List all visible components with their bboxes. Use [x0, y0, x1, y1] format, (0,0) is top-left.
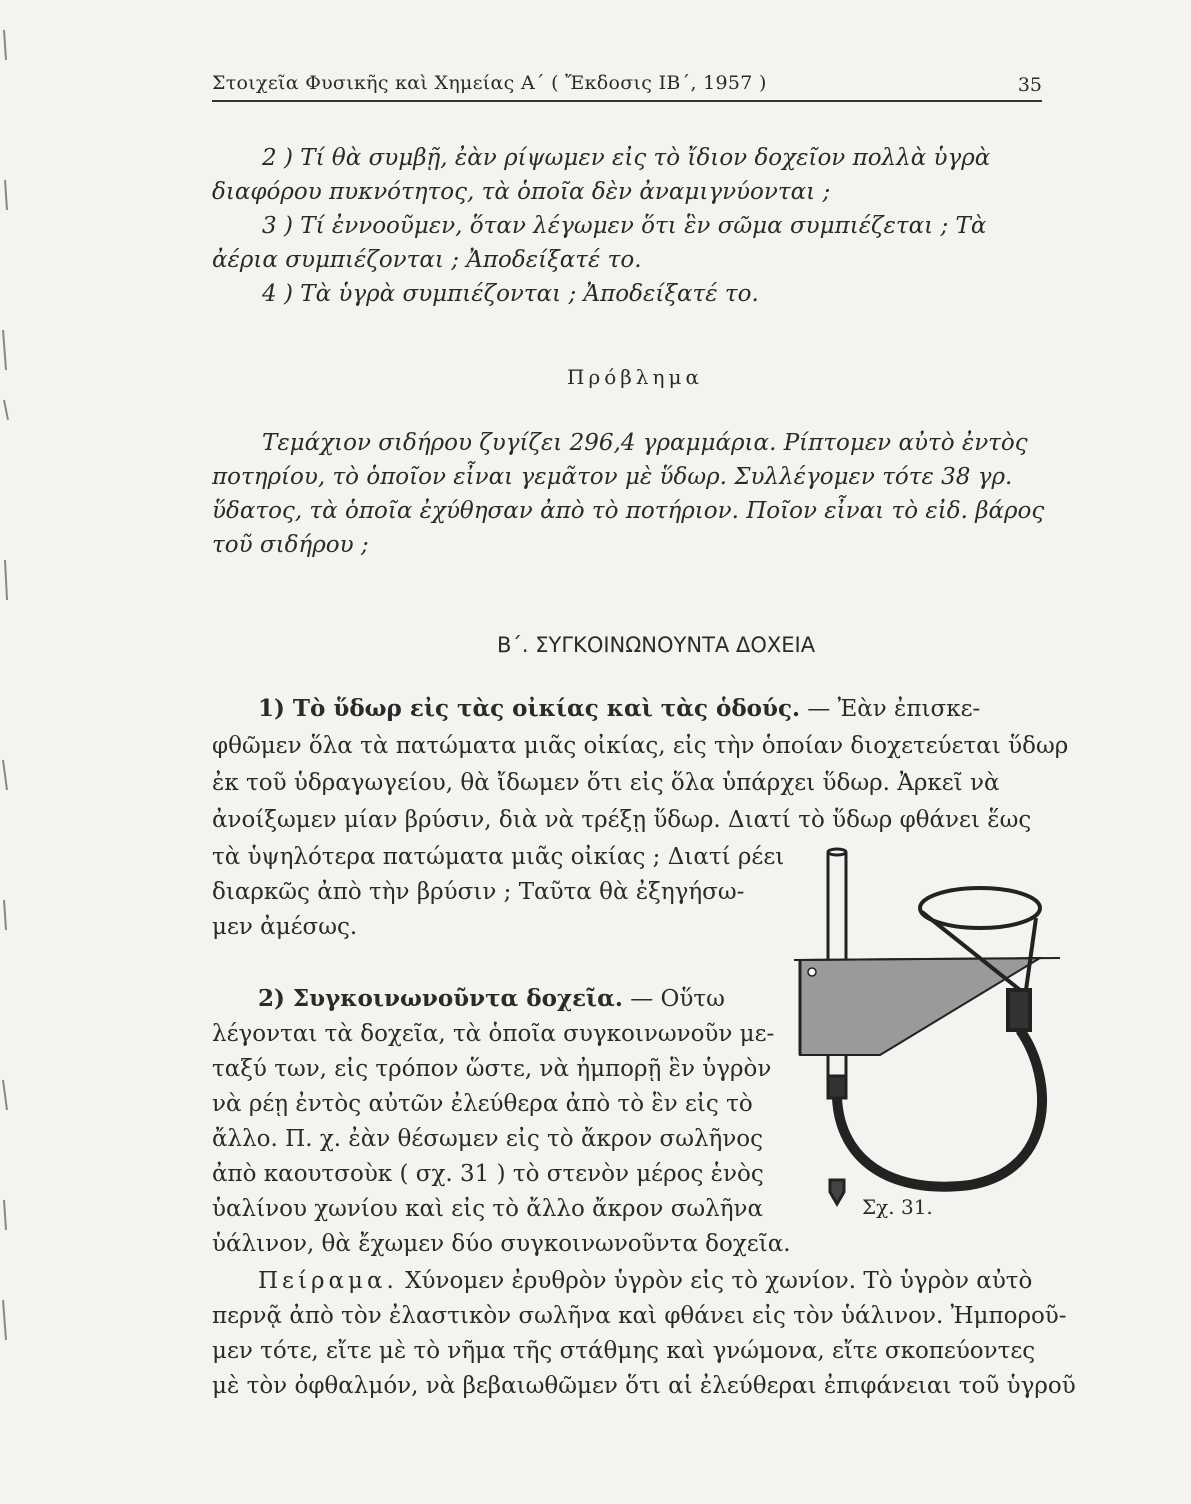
- para1-title: 1) Τὸ ὕδωρ εἰς τὰς οἰκίας καὶ τὰς ὁδούς.: [258, 695, 800, 722]
- para1-line-2: φθῶμεν ὅλα τὰ πατώματα μιᾶς οἰκίας, εἰς τὴν ὁποίαν διοχετεύεται ὕδωρ: [212, 733, 1069, 759]
- para2-title: 2) Συγκοινωνοῦντα δοχεῖα.: [258, 985, 623, 1012]
- problem-line-2: ποτηρίου, τὸ ὁποῖον εἶναι γεμᾶτον μὲ ὕδωρ. Συλλέγομεν τότε 38 γρ.: [212, 464, 1013, 490]
- para1-line-1: [258, 694, 980, 724]
- para1-line-3: ἐκ τοῦ ὑδραγωγείου, θὰ ἴδωμεν ὅτι εἰς ὅλα ὑπάρχει ὕδωρ. Ἀρκεῖ νὰ: [212, 770, 1000, 796]
- para2-line-5: ἄλλο. Π. χ. ἐὰν θέσωμεν εἰς τὸ ἄκρον σωλῆνος: [212, 1126, 764, 1152]
- question-2-line-1: 2 ) Τί θὰ συμβῇ, ἐὰν ρίψωμεν εἰς τὸ ἴδιον δοχεῖον πολλὰ ὑγρὰ: [262, 145, 991, 171]
- experiment-line-1-rest: Χύνομεν ἐρυθρὸν ὑγρὸν εἰς τὸ χωνίον. Τὸ ὑγρὸν αὐτὸ: [405, 1268, 1033, 1294]
- para2-line-6: ἀπὸ καουτσοὺκ ( σχ. 31 ) τὸ στενὸν μέρος ἑνὸς: [212, 1161, 764, 1187]
- para1-line-7: μεν ἀμέσως.: [212, 914, 358, 940]
- problem-line-4: τοῦ σιδήρου ;: [212, 532, 369, 558]
- question-2-line-2: διαφόρου πυκνότητος, τὰ ὁποῖα δὲν ἀναμιγνύονται ;: [212, 179, 831, 205]
- experiment-label: Πείραμα.: [258, 1268, 398, 1294]
- para2-line-4: νὰ ρέῃ ἐντὸς αὐτῶν ἐλεύθερα ἀπὸ τὸ ἓν εἰς τὸ: [212, 1091, 753, 1117]
- question-4-line-1: 4 ) Τὰ ὑγρὰ συμπιέζονται ; Ἀποδείξατέ το.: [262, 281, 759, 307]
- communicating-vessels-figure: [770, 840, 1060, 1240]
- para1-line-1-rest: — Ἐὰν ἐπισκε-: [807, 696, 981, 722]
- binding-marks-icon: [0, 0, 20, 1500]
- experiment-line-3: μεν τότε, εἴτε μὲ τὸ νῆμα τῆς στάθμης καὶ γνώμονα, εἴτε σκοπεύοντες: [212, 1338, 1036, 1364]
- para2-line-3: ταξύ των, εἰς τρόπον ὥστε, νὰ ἠμπορῇ ἓν ὑγρὸν: [212, 1056, 772, 1082]
- para2-line-1: [258, 984, 725, 1014]
- figure-caption: Σχ. 31.: [862, 1195, 933, 1219]
- experiment-line-4: μὲ τὸν ὀφθαλμόν, νὰ βεβαιωθῶμεν ὅτι αἱ ἐλεύθεραι ἐπιφάνειαι τοῦ ὑγροῦ: [212, 1373, 1076, 1399]
- para2-line-2: λέγονται τὰ δοχεῖα, τὰ ὁποῖα συγκοινωνοῦν με-: [212, 1021, 775, 1047]
- problem-line-3: ὕδατος, τὰ ὁποῖα ἐχύθησαν ἀπὸ τὸ ποτήριον. Ποῖον εἶναι τὸ εἰδ. βάρος: [212, 498, 1045, 524]
- para2-line-1-rest: — Οὕτω: [630, 986, 725, 1012]
- page-number: 35: [1017, 74, 1042, 96]
- page-header: [212, 66, 1042, 102]
- para2-line-8: ὑάλινον, θὰ ἔχωμεν δύο συγκοινωνοῦντα δοχεῖα.: [212, 1231, 791, 1257]
- question-3-line-2: ἀέρια συμπιέζονται ; Ἀποδείξατέ το.: [212, 247, 642, 273]
- problem-line-1: Τεμάχιον σιδήρου ζυγίζει 296,4 γραμμάρια. Ρίπτομεν αὐτὸ ἐντὸς: [262, 430, 1028, 456]
- para1-line-6: διαρκῶς ἀπὸ τὴν βρύσιν ; Ταῦτα θὰ ἐξηγήσω-: [212, 879, 745, 905]
- running-title: Στοιχεῖα Φυσικῆς καὶ Χημείας Α΄ ( Ἔκδοσις ΙΒ΄, 1957 ): [212, 72, 767, 94]
- question-3-line-1: 3 ) Τί ἐννοοῦμεν, ὅταν λέγωμεν ὅτι ἓν σῶμα συμπιέζεται ; Τὰ: [262, 213, 987, 239]
- experiment-line-2: περνᾷ ἀπὸ τὸν ἐλαστικὸν σωλῆνα καὶ φθάνει εἰς τὸν ὑάλινον. Ἠμποροῦ-: [212, 1303, 1067, 1329]
- experiment-line-1: [258, 1266, 1032, 1296]
- problem-heading: Πρόβλημα: [567, 365, 703, 389]
- para1-line-4: ἀνοίξωμεν μίαν βρύσιν, διὰ νὰ τρέξῃ ὕδωρ. Διατί τὸ ὕδωρ φθάνει ἕως: [212, 807, 1032, 833]
- para2-line-7: ὑαλίνου χωνίου καὶ εἰς τὸ ἄλλο ἄκρον σωλῆνα: [212, 1196, 764, 1222]
- para1-line-5: τὰ ὑψηλότερα πατώματα μιᾶς οἰκίας ; Διατί ρέει: [212, 844, 785, 870]
- section-heading: Β΄. ΣΥΓΚΟΙΝΩΝΟΥΝΤΑ ΔΟΧΕΙΑ: [497, 633, 816, 657]
- binding-margin: [0, 0, 20, 1500]
